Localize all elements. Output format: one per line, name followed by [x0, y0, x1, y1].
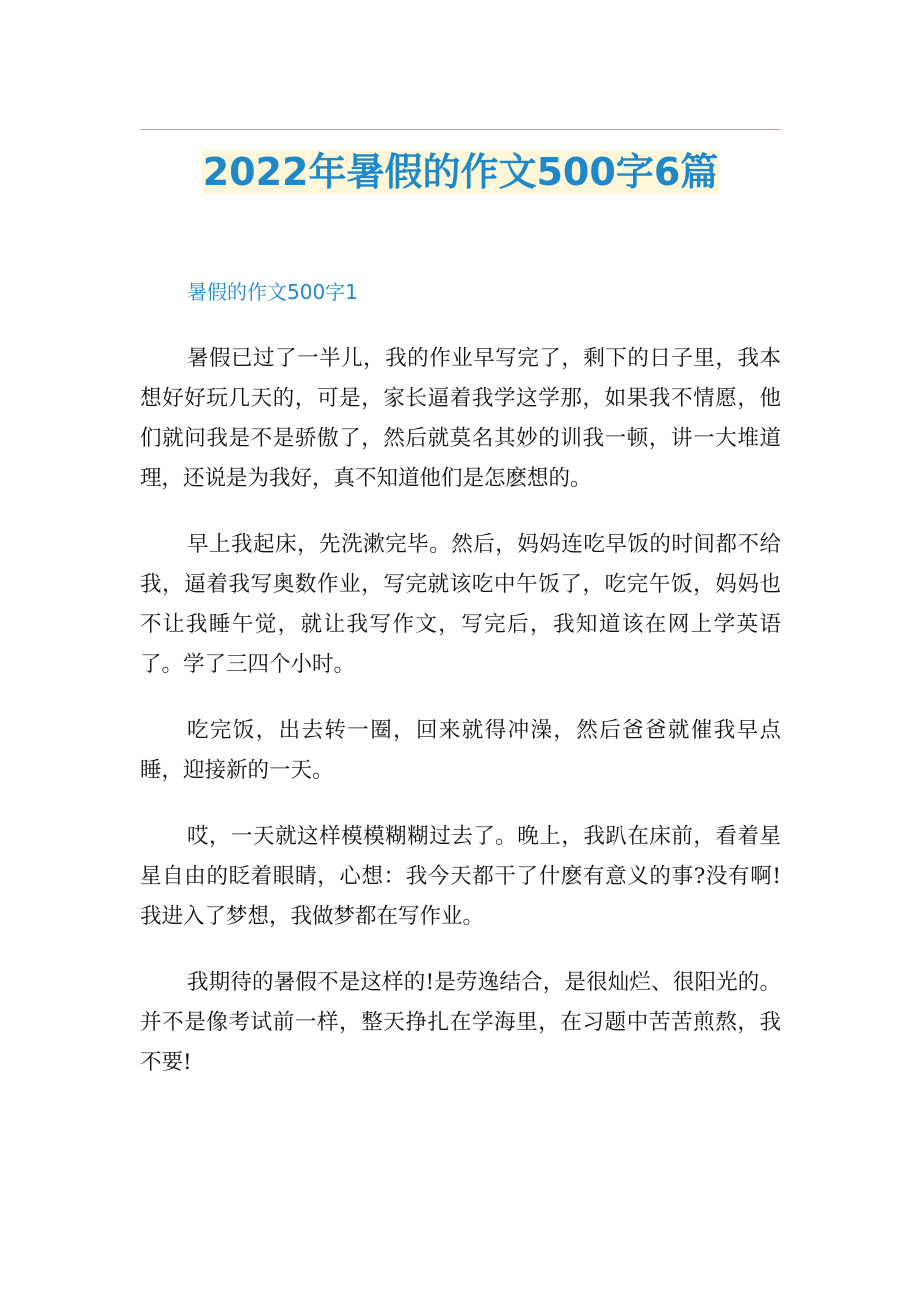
paragraph-3: 吃完饭，出去转一圈，回来就得冲澡，然后爸爸就催我早点睡，迎接新的一天。 [140, 718, 781, 783]
section-heading: 暑假的作文500字1 [187, 280, 358, 304]
paragraph-5: 我期待的暑假不是这样的!是劳逸结合，是很灿烂、很阳光的。并不是像考试前一样，整天挣扎在学海里，在习题中苦苦煎熬，我不要! [140, 970, 781, 1075]
essay-body [140, 339, 781, 1109]
top-divider [140, 129, 781, 130]
document-title [140, 144, 781, 200]
paragraph-4: 哎，一天就这样模模糊糊过去了。晚上，我趴在床前，看着星星自由的眨着眼睛，心想：我今天都干了什麽有意义的事?没有啊!我进入了梦想，我做梦都在写作业。 [140, 824, 781, 929]
paragraph-2: 早上我起床，先洗漱完毕。然后，妈妈连吃早饭的时间都不给我，逼着我写奥数作业，写完就该吃中午饭了，吃完午饭，妈妈也不让我睡午觉，就让我写作文，写完后，我知道该在网上学英语了。学了三四个小时。 [140, 532, 781, 677]
document-title-text: 2022年暑假的作文500字6篇 [202, 150, 719, 194]
paragraph-1: 暑假已过了一半儿，我的作业早写完了，剩下的日子里，我本想好好玩几天的，可是，家长逼着我学这学那，如果我不情愿，他们就问我是不是骄傲了，然后就莫名其妙的训我一顿，讲一大堆道理，还说是为我好，真不知道他们是怎麽想的。 [140, 346, 781, 491]
